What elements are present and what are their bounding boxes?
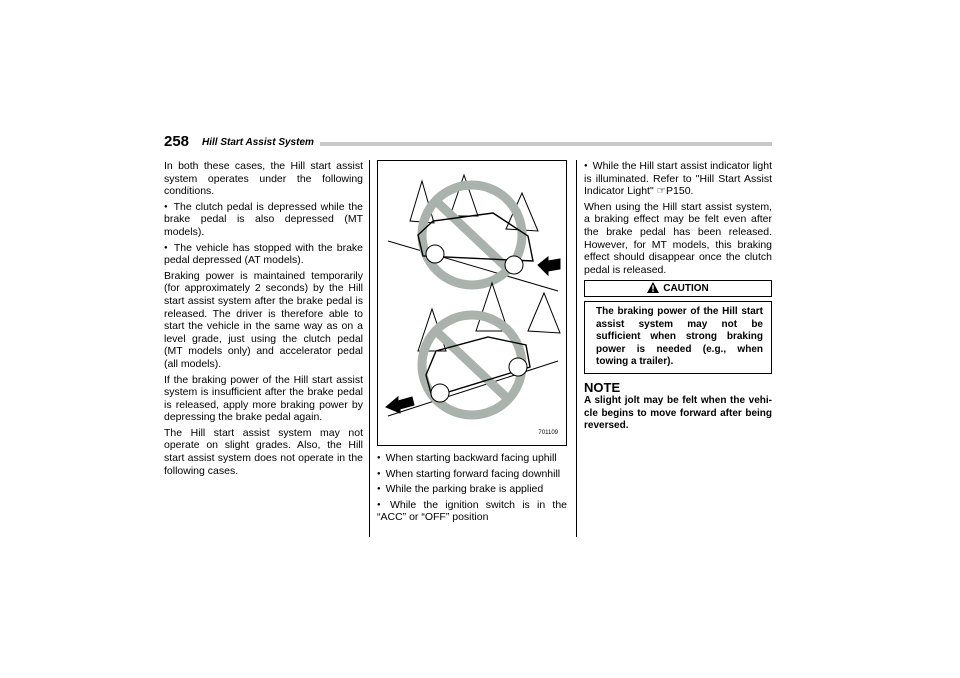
caution-box: The braking power of the Hill start assist system may not be sufficient when strong braking power is needed (e.g., when towing a trailer). <box>584 301 772 374</box>
braking-power-paragraph: Braking power is maintained temporarily (for approximately 2 seconds) by the Hill start assist system after the brake pedal is released. The driver is therefore able to start the vehicle in the same way as on a level grade, just using the clutch pedal (MT models only) and accelerator pedal (all models). <box>164 269 363 370</box>
not-operate-paragraph: The Hill start assist system may not operate on slight grades. Also, the Hill start assist system does not operate in the following cases. <box>164 426 363 477</box>
case-bullet-forward-downhill: ● When starting forward facing downhill <box>377 468 567 481</box>
column-right <box>584 160 772 436</box>
column-divider-1 <box>369 160 370 537</box>
caution-header <box>584 280 772 297</box>
case-bullet-ignition: ● While the ignition switch is in the “ACC” or “OFF” position <box>377 499 567 524</box>
case-bullet-backward-uphill: ● When starting backward facing uphill <box>377 452 567 465</box>
braking-effect-paragraph: When using the Hill start assist system, a braking effect may be felt even after the brake pedal has been released. However, for MT models, this braking effect should disappear once the clutch pedal is released. <box>584 200 772 276</box>
hill-start-figure <box>377 160 567 446</box>
page-header <box>164 133 772 153</box>
condition-bullet-at: ● The vehicle has stopped with the brake pedal depressed (AT models). <box>164 242 363 267</box>
warning-triangle-icon <box>647 282 659 293</box>
insufficient-braking-paragraph: If the braking power of the Hill start assist system is insufficient after the brake pedal is released, apply more braking power by depressing the brake pedal again. <box>164 373 363 424</box>
column-divider-2 <box>576 160 577 537</box>
note-text: A slight jolt may be felt when the vehi-cle begins to move forward after being reversed. <box>584 395 772 432</box>
caution-label: CAUTION <box>663 283 709 295</box>
intro-paragraph: In both these cases, the Hill start assist system operates under the following conditions. <box>164 160 363 198</box>
figure-id: 701109 <box>538 430 558 437</box>
condition-bullet-mt: ● The clutch pedal is depressed while the brake pedal is also depressed (MT models). <box>164 201 363 239</box>
column-middle <box>377 160 567 527</box>
section-title: Hill Start Assist System <box>198 137 320 148</box>
prohibited-starts-illustration <box>378 161 566 445</box>
note-heading: NOTE <box>584 380 621 396</box>
column-left <box>164 160 363 480</box>
case-bullet-parking-brake: ● While the parking brake is applied <box>377 483 567 496</box>
page-number: 258 <box>164 133 193 150</box>
case-bullet-indicator-light: ● While the Hill start assist indicator light is illuminated. Refer to "Hill Start Assist Indicator Light" ☞P150. <box>584 160 772 198</box>
